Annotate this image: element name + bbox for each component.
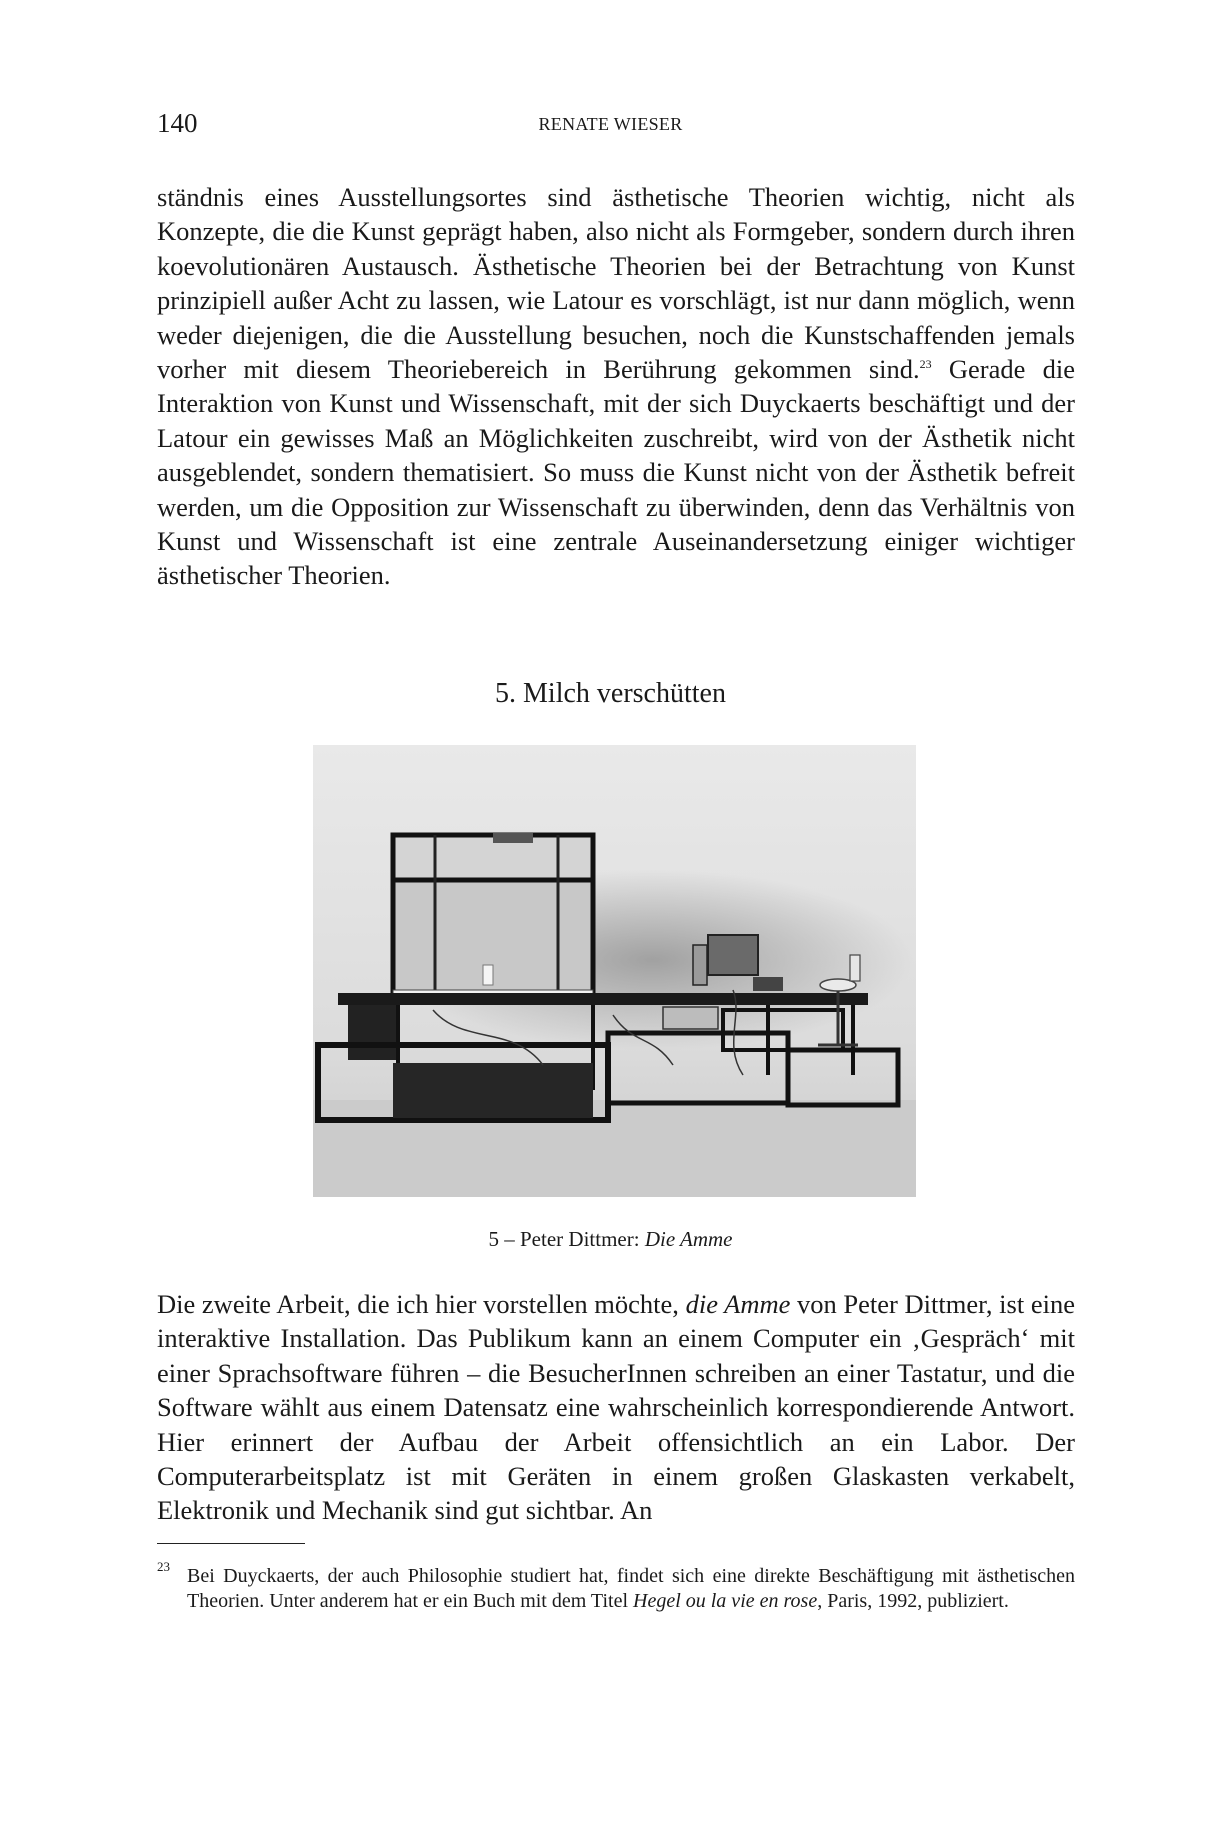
footnote-book-title: Hegel ou la vie en rose [633,1590,818,1612]
figure-caption [0,1227,1221,1252]
body-paragraph [157,180,1075,593]
page-number: 140 [157,108,198,138]
installation-photo [313,745,916,1197]
footnote-number: 23 [157,1559,170,1574]
footnote-reference: 23 [919,357,932,372]
footnote-text-part: , Paris, 1992, publiziert. [817,1590,1009,1612]
section-heading: 5. Milch verschütten [495,678,726,709]
paragraph-text: von Peter Dittmer, ist eine interaktive Installation. Das Publikum kann an einem Computer ein ‚Gespräch‘ mit einer Sprachsoftware führen – die BesucherInnen schreiben an einer Tastatur, und die Software wählt aus einem Datensatz eine wahrscheinlich korrespondierende Antwort. Hier erinnert der Aufbau der Arbeit offensichtlich an ein Labor. Der Computerarbeitsplatz ist mit Geräten in einem großen Glaskasten verkabelt, Elektronik und Mechanik sind gut sichtbar. An [157,1289,1075,1526]
paragraph-text: ständnis eines Ausstellungsortes sind ästhetische Theorien wichtig, nicht als Konzepte, die die Kunst geprägt haben, also nicht als Formgeber, sondern durch ihren koevolutionären Austausch. Ästhetische Theorien bei der Betrachtung von Kunst prinzipiell außer Acht zu lassen, wie Latour es vorschlägt, ist nur dann möglich, wenn weder diejenigen, die die Ausstellung besuchen, noch die Kunstschaffenden jemals vorher mit diesem Theoriebereich in Berührung gekommen sind. [157,182,1075,385]
paragraph-text: Die zweite Arbeit, die ich hier vorstellen möchte, [157,1289,686,1319]
paragraph-text: Gerade die Interaktion von Kunst und Wissenschaft, mit der sich Duyckaerts beschäftigt und der Latour ein gewisses Maß an Möglichkeiten zuschreibt, wird von der Ästhetik nicht ausgeblendet, sondern thematisiert. So muss die Kunst nicht von der Ästhetik befreit werden, um die Opposition zur Wissenschaft zu überwinden, denn das Verhältnis von Kunst und Wissenschaft ist eine zentrale Auseinandersetzung einiger wichtiger ästhetischer Theorien. [157,354,1076,591]
footnote-text [187,1564,1075,1614]
caption-text: 5 – Peter Dittmer: [488,1227,645,1251]
caption-title: Die Amme [644,1227,733,1251]
footnote-text-part: Bei Duyckaerts, der auch Philosophie studiert hat, findet sich eine direkte Beschäftigung mit ästhetischen Theorien. Unter anderem hat er ein Buch mit dem Titel [187,1565,1075,1612]
body-paragraph [157,1287,1075,1528]
footnote-divider [157,1543,305,1544]
running-head: RENATE WIESER [538,114,683,134]
work-title: die Amme [685,1289,791,1319]
